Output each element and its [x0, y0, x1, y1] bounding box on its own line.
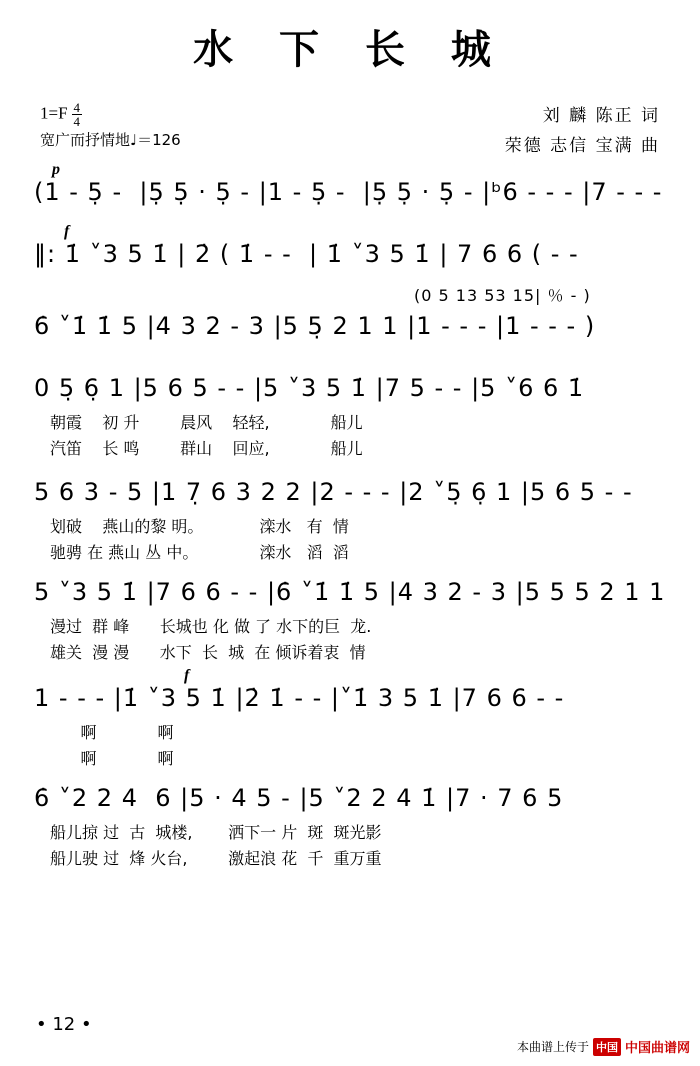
notation-line: 5 6 3 - 5 |1 7̣ 6 3 2 2 |2 - - - |2 ˅5̣ 6̣ 1 |5 6 5 - - — [34, 478, 633, 506]
dynamic-marking: f — [64, 223, 70, 240]
lyricist-credit: 刘 麟 陈正 词 — [542, 106, 660, 126]
key-signature-text: 1=F — [40, 103, 68, 123]
page-title: 水 下 长 城 — [193, 27, 507, 73]
dynamic-marking: f — [184, 667, 190, 684]
score-header — [0, 95, 700, 165]
lyric-line-2: 船儿驶 过 烽 火台, 激起浪 花 千 重万重 — [50, 849, 382, 868]
composer-credit: 荣德 志信 宝满 曲 — [504, 136, 660, 156]
music-system-2 — [34, 225, 666, 289]
dynamic-marking: p — [52, 161, 60, 178]
time-signature-denominator: 4 — [73, 114, 81, 129]
notation-line: ‖: 1̇ ˅3 5 1̇ | 2̇ ( 1̇ - - | 1̇ ˅3 5 1̇ | 7 6 6 ( - - — [34, 240, 579, 268]
time-signature-numerator: 4 — [73, 100, 81, 115]
lyric-line-1: 漫过 群 峰 长城也 化 做 了 水下的巨 龙. — [50, 617, 372, 636]
page-number: • 12 • — [36, 1014, 92, 1035]
time-signature — [72, 101, 83, 128]
lyric-line-1: 划破 燕山的黎 明。 滦水 有 情 — [50, 517, 349, 536]
music-system-1 — [34, 161, 666, 225]
notation-line: 0 5̣ 6̣ 1 |5 6 5 - - |5 ˅3 5 1̇ |7 5 - - |5 ˅6 6 1̇ — [34, 374, 585, 402]
lyric-line-2: 汽笛 长 鸣 群山 回应, 船儿 — [50, 439, 363, 458]
music-system-5 — [34, 469, 666, 569]
notation-line: 6̇ ˅2 2 4 6 |5 · 4 5 - |5 ˅2 2 4 1̇ |7 · 7 6 5 — [34, 784, 564, 812]
lyric-line-1: 啊 啊 — [50, 723, 174, 742]
notation-line: (1 - 5̣ - |5̣ 5̣ · 5̣ - |1 - 5̣ - |5̣ 5̣ · 5̣ - |ᵇ6 - - - |7 - - - — [34, 178, 663, 206]
notation-line: 5 ˅3 5 1̇ |7 6 6 - - |6̇ ˅1̇ 1̇ 5 |4 3 2 - 3 |5 5 5 2 1 1 — [34, 578, 666, 606]
key-signature — [40, 101, 82, 128]
lyric-line-2: 驰骋 在 燕山 丛 中。 滦水 滔 滔 — [50, 543, 349, 562]
ossia-line: (0 5 13 53 15| ％ - ) — [414, 286, 591, 305]
music-system-3 — [34, 286, 666, 365]
music-system-6 — [34, 569, 666, 671]
lyric-line-2: 啊 啊 — [50, 749, 174, 768]
tempo-marking: 宽广而抒情地♩＝126 — [40, 131, 181, 149]
lyric-line-1: 朝霞 初 升 晨风 轻轻, 船儿 — [50, 413, 363, 432]
notation-line: 1 - - - |1̇ ˅3 5 1̇ |2̇ 1̇ - - |˅1̇ 3 5 1̇ |7 6 6 - - — [34, 684, 565, 712]
music-system-4 — [34, 365, 666, 469]
footer-credit-text: 本曲谱上传于 — [516, 1040, 589, 1054]
site-logo-icon: 中国 — [593, 1038, 621, 1056]
notation-line: 6̇ ˅1̇ 1̇ 5 |4 3 2 - 3 |5 5̣ 2 1 1 |1 - - - |1 - - - ) — [34, 312, 596, 340]
lyric-line-1: 船儿掠 过 古 城楼, 洒下一 片 斑 斑光影 — [50, 823, 382, 842]
lyric-line-2: 雄关 漫 漫 水下 长 城 在 倾诉着衷 情 — [50, 643, 366, 662]
music-system-8 — [34, 775, 666, 875]
site-name[interactable]: 中国曲谱网 — [624, 1041, 690, 1056]
music-system-7 — [34, 667, 666, 775]
footer-credit — [517, 1037, 690, 1056]
